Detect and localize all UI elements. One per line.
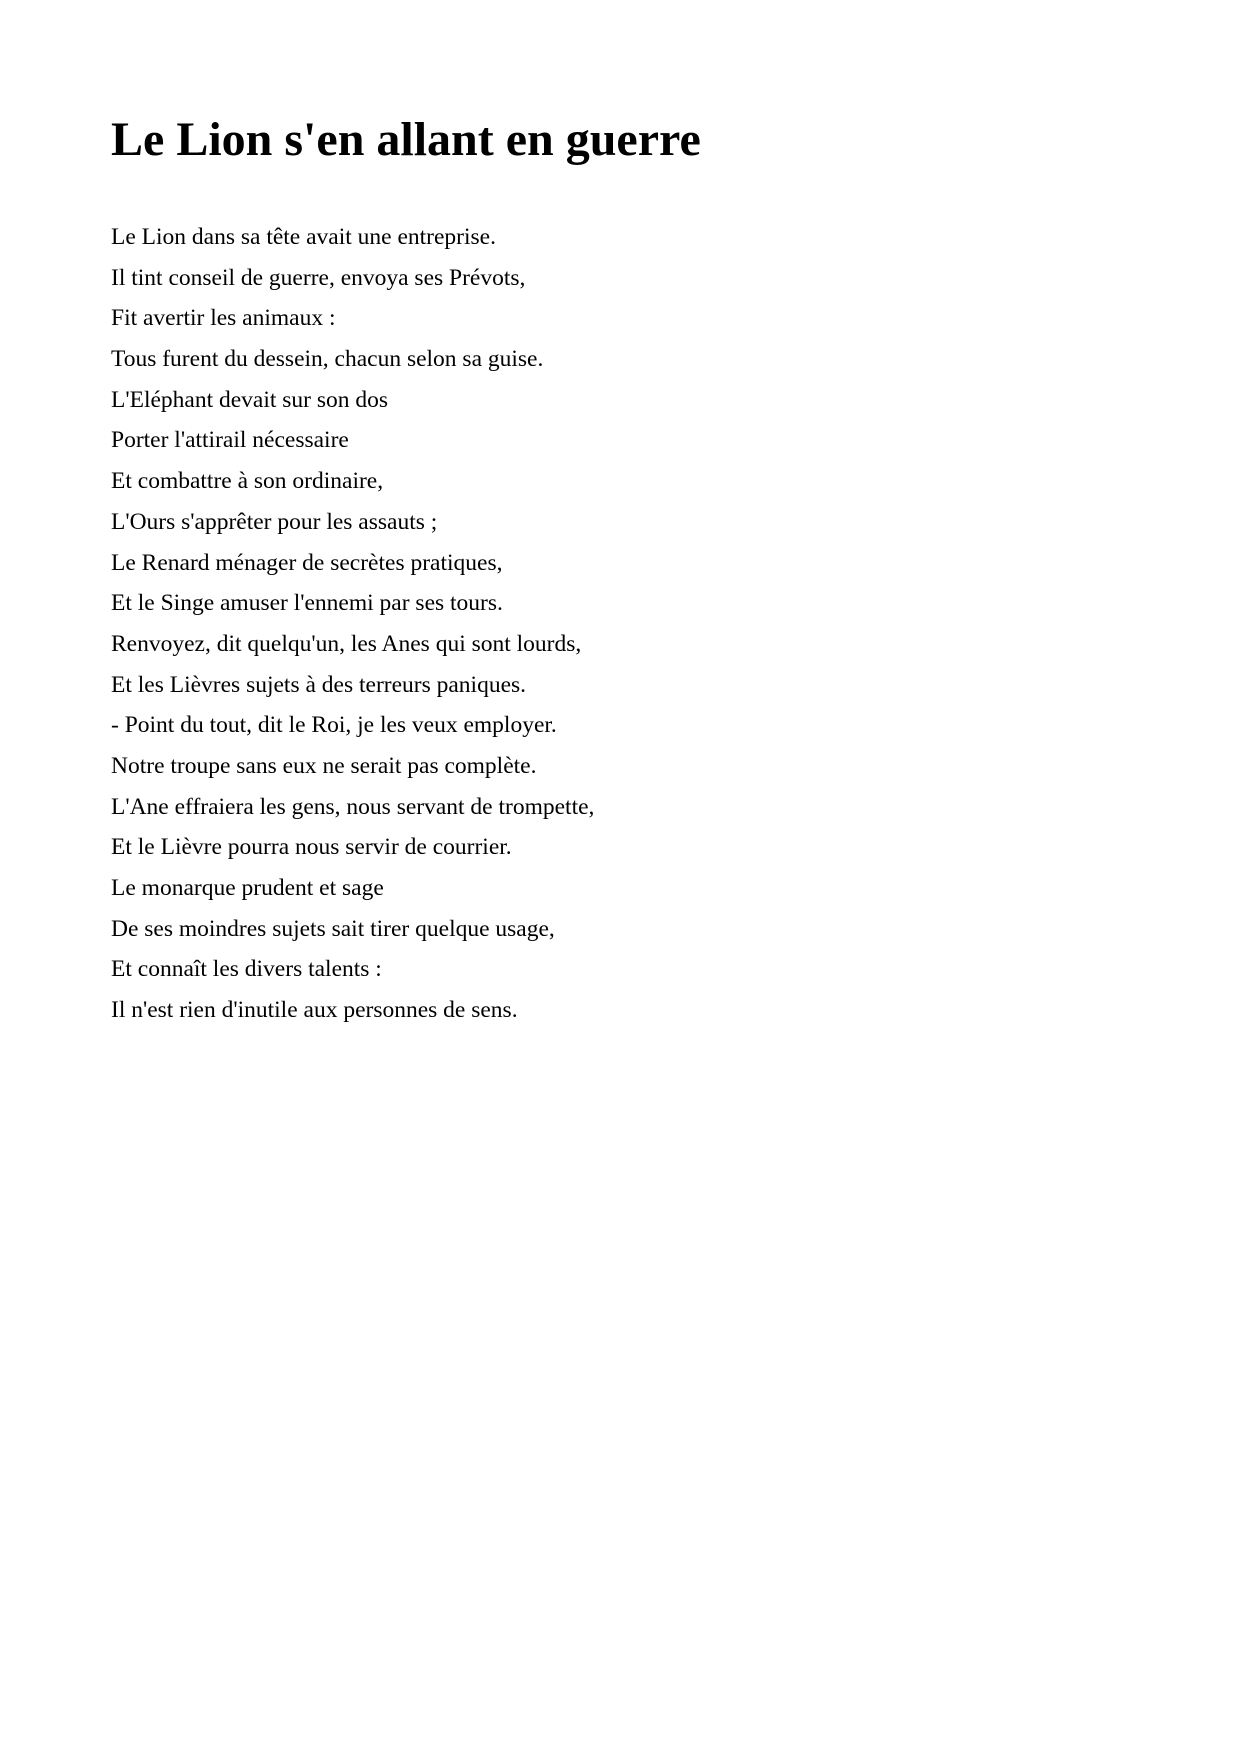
verse-line: Tous furent du dessein, chacun selon sa guise. [111,346,544,373]
verse-line: De ses moindres sujets sait tirer quelque usage, [111,915,555,942]
verse-line: Et le Singe amuser l'ennemi par ses tours. [111,590,503,617]
poem-title: Le Lion s'en allant en guerre [111,113,701,166]
verse-line: - Point du tout, dit le Roi, je les veux employer. [111,712,557,739]
verse-line: Le Lion dans sa tête avait une entreprise. [111,224,496,250]
verse-line: L'Eléphant devait sur son dos [111,386,389,413]
verse-line: Fit avertir les animaux : [111,305,336,332]
verse-line: Et le Lièvre pourra nous servir de courrier. [111,834,512,861]
verse-line: Renvoyez, dit quelqu'un, les Anes qui sont lourds, [111,630,582,657]
verse-line: L'Ours s'apprêter pour les assauts ; [111,508,438,535]
verse-line: Le monarque prudent et sage [111,875,384,901]
verse-line: Le Renard ménager de secrètes pratiques, [111,549,503,576]
verse-line: Notre troupe sans eux ne serait pas complète. [111,752,537,779]
verse-line: Il tint conseil de guerre, envoya ses Prévots, [111,264,526,291]
verse-line: Et connaît les divers talents : [111,956,382,983]
verse-line: Et les Lièvres sujets à des terreurs paniques. [111,671,527,698]
verse-line: L'Ane effraiera les gens, nous servant de trompette, [111,793,595,820]
verse-line: Et combattre à son ordinaire, [111,468,384,495]
poem-body [111,217,594,1031]
verse-line: Il n'est rien d'inutile aux personnes de sens. [111,997,518,1024]
verse-line: Porter l'attirail nécessaire [111,427,349,454]
